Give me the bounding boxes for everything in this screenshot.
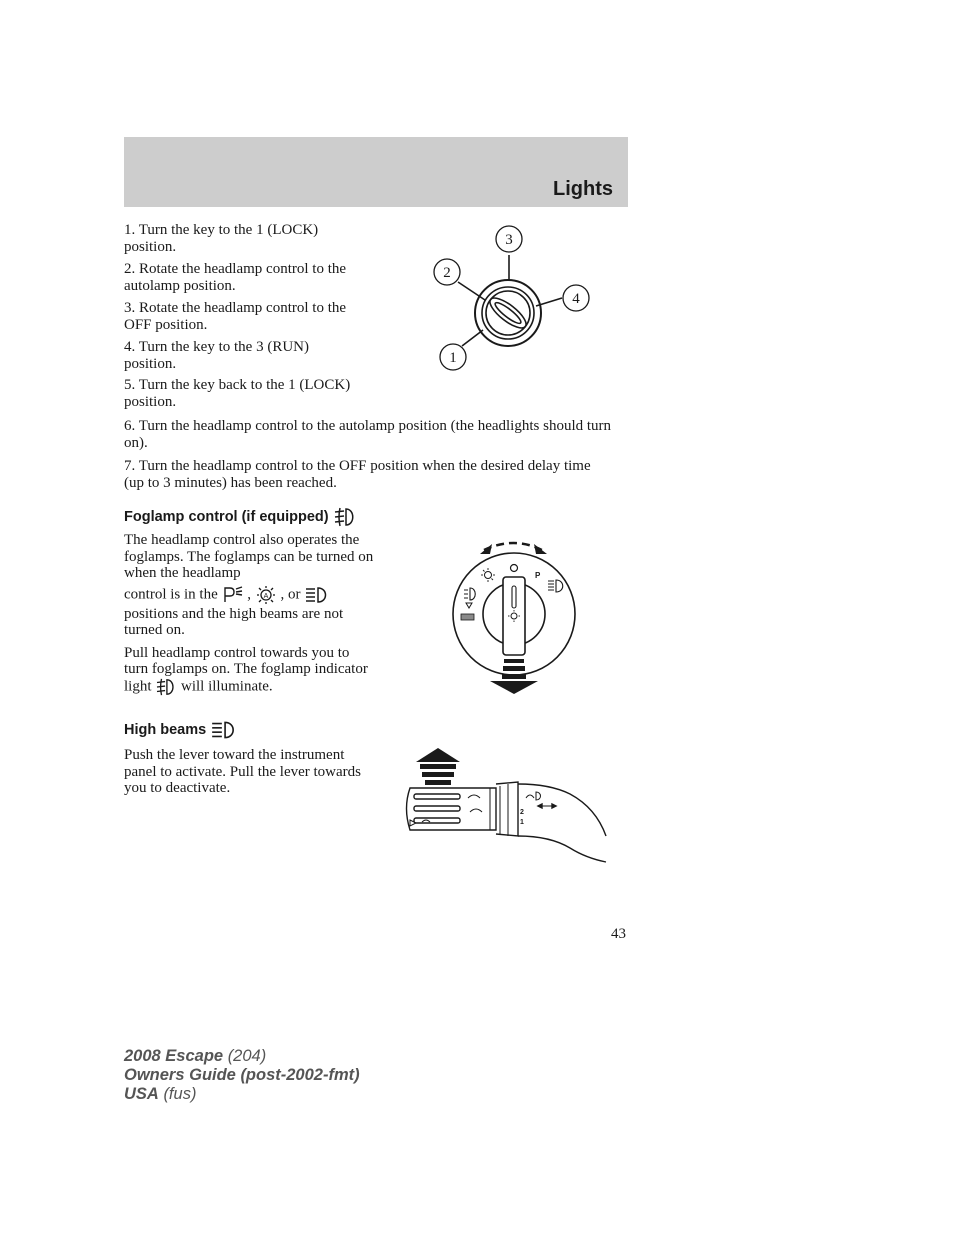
foglamp-para2-text-a: Pull headlamp control towards you to turn foglamps on. The foglamp indicator light <box>124 644 368 694</box>
step-5-text: 5. Turn the key back to the 1 (LOCK) position. <box>124 377 351 410</box>
step-3-text: 3. Rotate the headlamp control to the OFF position. <box>124 300 347 333</box>
step-2-text: 2. Rotate the headlamp control to the autolamp position. <box>124 261 347 294</box>
foglamp-paragraph-1 <box>124 532 374 696</box>
headlamp-control-diagram <box>448 536 583 696</box>
step-1 <box>124 222 364 255</box>
high-beams-heading-text: High beams <box>124 722 207 738</box>
svg-text:P: P <box>535 571 541 580</box>
step-7 <box>124 458 614 491</box>
page-number: 43 <box>611 926 626 942</box>
autolamp-icon <box>255 585 277 605</box>
step-7-text: 7. Turn the headlamp control to the OFF position when the desired delay time (up to 3 minutes) has been reached. <box>124 458 591 491</box>
high-beams-paragraph <box>124 747 374 797</box>
multifunction-lever-diagram <box>400 748 610 866</box>
svg-text:1: 1 <box>520 819 524 826</box>
ignition-key-diagram <box>428 222 598 377</box>
foglamp-para1-sep1: , <box>247 585 251 602</box>
footer-market-code: (fus) <box>163 1085 197 1103</box>
document-footer <box>124 1047 360 1104</box>
foglamp-icon <box>333 507 357 527</box>
step-3 <box>124 300 364 333</box>
section-header <box>124 137 628 207</box>
foglamp-para2-text-b: will illuminate. <box>181 677 273 694</box>
step-2 <box>124 261 364 294</box>
foglamp-indicator-icon <box>155 678 177 696</box>
footer-model: 2008 Escape <box>124 1047 224 1065</box>
high-beams-para-text: Push the lever toward the instrument panel to activate. Pull the lever towards you to deactivate. <box>124 747 362 796</box>
section-title: Lights <box>553 178 613 200</box>
foglamp-para1-sep2: , or <box>280 585 301 602</box>
leader-2 <box>458 282 485 300</box>
diagram-label-1: 1 <box>449 350 457 366</box>
high-beam-heading-icon <box>210 720 238 740</box>
parking-lamp-icon <box>222 586 244 604</box>
step-6 <box>124 418 614 451</box>
foglamp-para1-text-c: positions and the high beams are not turned on. <box>124 605 344 638</box>
footer-model-code: (204) <box>227 1047 267 1065</box>
step-1-text: 1. Turn the key to the 1 (LOCK) position. <box>124 222 319 255</box>
foglamp-paragraph-2 <box>124 645 374 696</box>
step-6-text: 6. Turn the headlamp control to the autolamp position (the headlights should turn on). <box>124 418 612 451</box>
high-beams-heading <box>124 720 238 740</box>
foglamp-para1-text-b: control is in the <box>124 585 218 602</box>
foglamp-para1-text-a: The headlamp control also operates the foglamps. The foglamps can be turned on when the headlamp <box>124 532 374 581</box>
svg-text:2: 2 <box>520 809 524 816</box>
footer-line-3 <box>124 1085 360 1104</box>
high-beam-icon <box>304 586 330 604</box>
diagram-label-3: 3 <box>505 232 513 248</box>
footer-guide-name: Owners Guide (post-2002-fmt) <box>124 1066 360 1084</box>
diagram-label-4: 4 <box>572 291 580 307</box>
leader-1 <box>462 330 483 346</box>
step-4-text: 4. Turn the key to the 3 (RUN) position. <box>124 339 309 372</box>
diagram-label-2: 2 <box>443 265 451 281</box>
step-5 <box>124 377 364 410</box>
foglamp-heading-text: Foglamp control (if equipped) <box>124 509 329 525</box>
foglamp-para1-line <box>124 585 374 605</box>
step-4 <box>124 339 364 372</box>
footer-line-2 <box>124 1066 360 1085</box>
footer-line-1 <box>124 1047 360 1066</box>
svg-text:A: A <box>263 592 269 600</box>
footer-market: USA <box>124 1085 159 1103</box>
foglamp-heading <box>124 507 357 527</box>
